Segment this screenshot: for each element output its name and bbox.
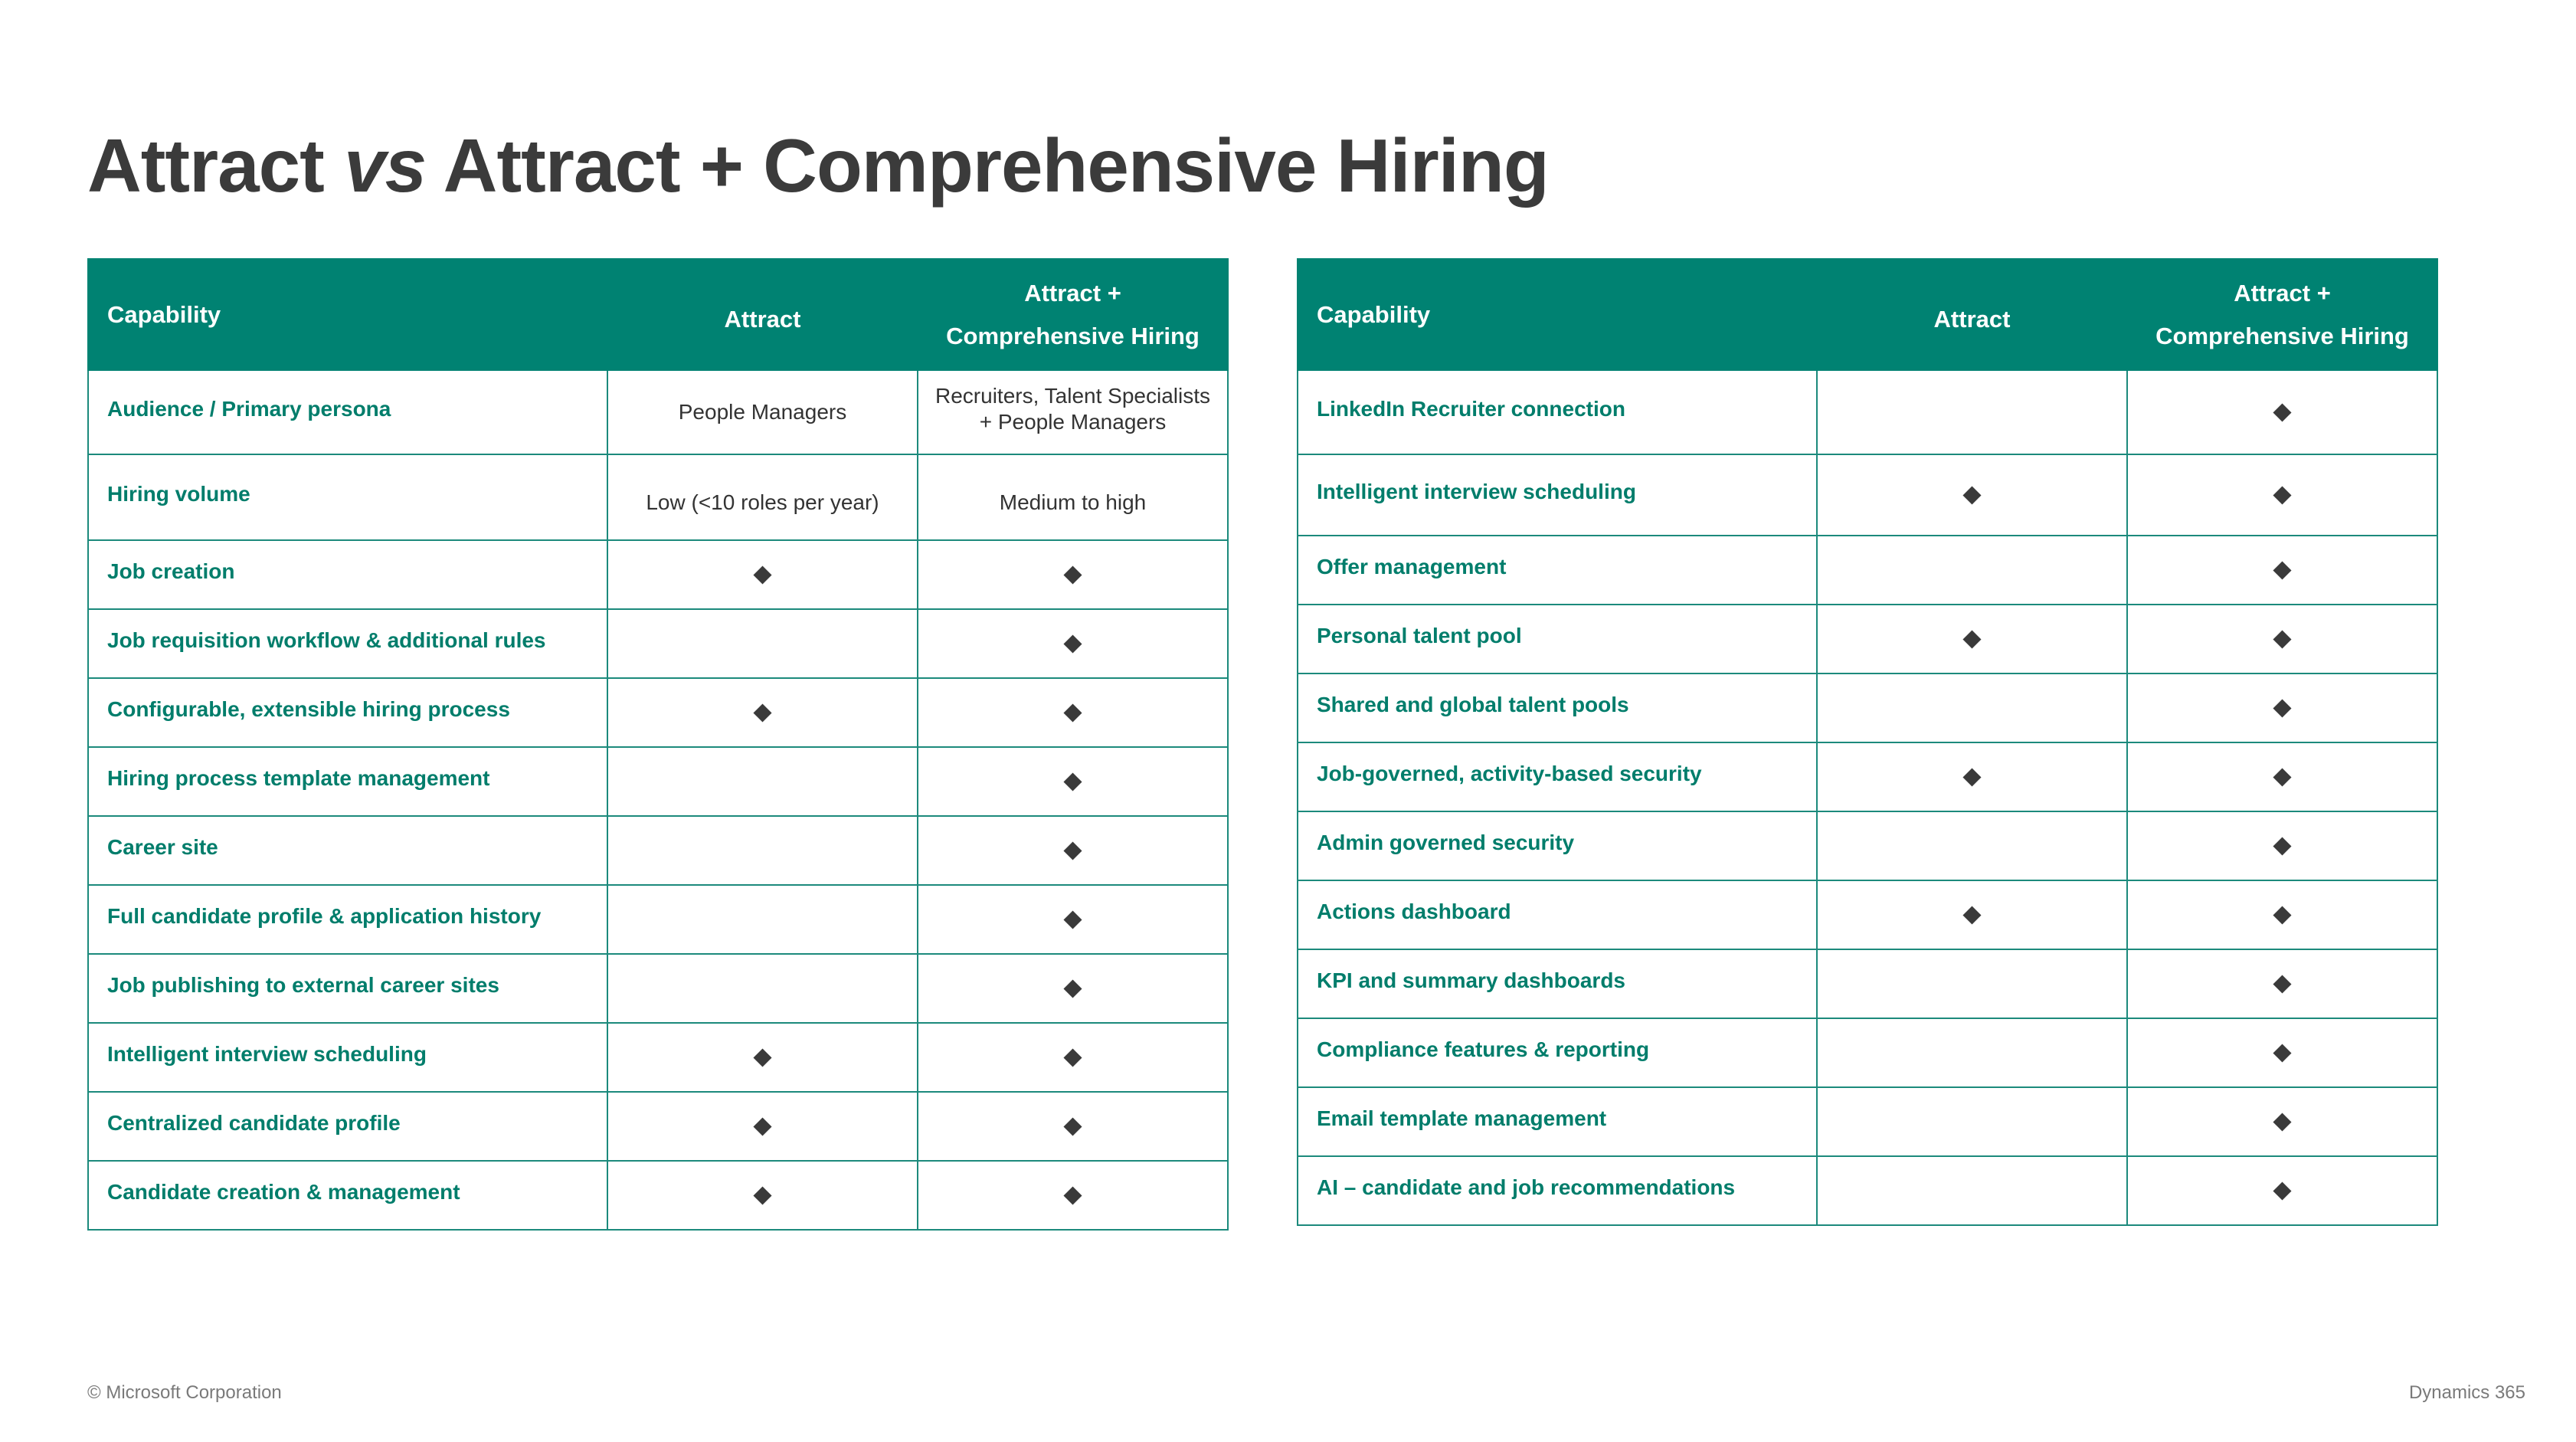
both-cell <box>918 816 1228 885</box>
attract-cell <box>1817 605 2127 673</box>
title-vs: vs <box>344 123 427 208</box>
diamond-icon <box>2273 1181 2291 1200</box>
attract-cell <box>607 1023 918 1092</box>
diamond-icon <box>1962 486 1981 504</box>
diamond-icon <box>1962 630 1981 648</box>
page-title <box>87 123 1549 209</box>
attract-value: People Managers <box>607 370 918 454</box>
table-row-candidate-creation-management <box>88 1161 1228 1230</box>
diamond-icon <box>2273 561 2291 579</box>
capability-label: Full candidate profile & application history <box>88 885 607 954</box>
capability-label: Job creation <box>88 540 607 609</box>
capability-label: Hiring volume <box>88 454 607 540</box>
capability-label: Candidate creation & management <box>88 1161 607 1230</box>
capability-label: Audience / Primary persona <box>88 370 607 454</box>
attract-value: Low (<10 roles per year) <box>607 454 918 540</box>
attract-cell <box>607 1092 918 1161</box>
diamond-icon <box>1063 634 1082 653</box>
diamond-icon <box>753 1186 771 1204</box>
diamond-icon <box>753 565 771 584</box>
diamond-icon <box>1063 703 1082 722</box>
header-both-line1: Attract + <box>2234 279 2331 306</box>
attract-cell <box>607 609 918 678</box>
capability-label: Job requisition workflow & additional rules <box>88 609 607 678</box>
table-row-shared-and-global-talent-pools <box>1298 673 2437 742</box>
header-attract: Attract <box>607 259 918 370</box>
capability-label: Actions dashboard <box>1298 880 1817 949</box>
table-row-intelligent-interview-scheduling <box>88 1023 1228 1092</box>
attract-cell <box>607 678 918 747</box>
capability-label: Configurable, extensible hiring process <box>88 678 607 747</box>
capability-label: Centralized candidate profile <box>88 1092 607 1161</box>
both-cell <box>918 1092 1228 1161</box>
both-cell <box>2127 673 2437 742</box>
attract-cell <box>607 1161 918 1230</box>
table-row-admin-governed-security <box>1298 811 2437 880</box>
both-cell <box>918 1161 1228 1230</box>
capability-label: Intelligent interview scheduling <box>1298 454 1817 536</box>
attract-cell <box>1817 454 2127 536</box>
table-row-linkedin-recruiter-connection <box>1298 370 2437 454</box>
both-cell <box>2127 454 2437 536</box>
table-row-offer-management <box>1298 536 2437 605</box>
attract-cell <box>607 816 918 885</box>
footer-copyright: © Microsoft Corporation <box>87 1382 282 1403</box>
diamond-icon <box>2273 699 2291 717</box>
diamond-icon <box>1063 910 1082 929</box>
both-cell <box>2127 1156 2437 1225</box>
title-part-1: Attract <box>87 123 345 208</box>
table-row-kpi-and-summary-dashboards <box>1298 949 2437 1018</box>
diamond-icon <box>753 1117 771 1136</box>
attract-cell <box>1817 949 2127 1018</box>
table-row-job-publishing-to-external-career-sites <box>88 954 1228 1023</box>
attract-cell <box>607 747 918 816</box>
header-attract-comprehensive <box>918 259 1228 370</box>
table-row-job-governed-activity-based-security <box>1298 742 2437 811</box>
title-part-2: Attract + Comprehensive Hiring <box>426 123 1549 208</box>
capability-label: Email template management <box>1298 1087 1817 1156</box>
attract-cell <box>1817 673 2127 742</box>
diamond-icon <box>2273 768 2291 786</box>
header-both-line2: Comprehensive Hiring <box>946 322 1200 349</box>
diamond-icon <box>2273 837 2291 855</box>
both-cell <box>2127 949 2437 1018</box>
table-row-personal-talent-pool <box>1298 605 2437 673</box>
header-capability: Capability <box>1298 259 1817 370</box>
diamond-icon <box>1063 1117 1082 1136</box>
diamond-icon <box>1962 768 1981 786</box>
left-comparison-table <box>87 258 1229 1231</box>
both-cell <box>2127 880 2437 949</box>
header-capability: Capability <box>88 259 607 370</box>
attract-cell <box>607 540 918 609</box>
header-attract: Attract <box>1817 259 2127 370</box>
table-row-configurable-extensible-hiring-process <box>88 678 1228 747</box>
capability-label: LinkedIn Recruiter connection <box>1298 370 1817 454</box>
diamond-icon <box>2273 975 2291 993</box>
capability-label: Shared and global talent pools <box>1298 673 1817 742</box>
capability-label: Job publishing to external career sites <box>88 954 607 1023</box>
both-cell <box>2127 370 2437 454</box>
table-header-row <box>1298 259 2437 370</box>
both-cell <box>2127 605 2437 673</box>
both-cell <box>918 747 1228 816</box>
capability-label: Personal talent pool <box>1298 605 1817 673</box>
attract-cell <box>1817 1018 2127 1087</box>
both-value <box>918 370 1228 454</box>
attract-cell <box>607 885 918 954</box>
diamond-icon <box>2273 906 2291 924</box>
diamond-icon <box>753 1048 771 1067</box>
attract-cell <box>1817 880 2127 949</box>
both-cell <box>918 678 1228 747</box>
diamond-icon <box>2273 403 2291 421</box>
both-cell <box>918 1023 1228 1092</box>
both-cell <box>918 954 1228 1023</box>
diamond-icon <box>1063 772 1082 791</box>
header-attract-comprehensive <box>2127 259 2437 370</box>
both-value-line1: Recruiters, Talent Specialists <box>935 384 1210 408</box>
table-row-hiring-process-template-management <box>88 747 1228 816</box>
header-both-line2: Comprehensive Hiring <box>2155 322 2409 349</box>
table-header-row <box>88 259 1228 370</box>
capability-label: Admin governed security <box>1298 811 1817 880</box>
diamond-icon <box>2273 1113 2291 1131</box>
diamond-icon <box>1063 1186 1082 1204</box>
capability-label: KPI and summary dashboards <box>1298 949 1817 1018</box>
attract-cell <box>1817 1156 2127 1225</box>
table-row-job-creation <box>88 540 1228 609</box>
table-row-intelligent-interview-scheduling <box>1298 454 2437 536</box>
table-row-career-site <box>88 816 1228 885</box>
both-value-line2: + People Managers <box>979 410 1167 434</box>
both-cell <box>2127 536 2437 605</box>
diamond-icon <box>1063 979 1082 998</box>
capability-label: Job-governed, activity-based security <box>1298 742 1817 811</box>
capability-label: Intelligent interview scheduling <box>88 1023 607 1092</box>
both-cell <box>918 609 1228 678</box>
both-value: Medium to high <box>918 454 1228 540</box>
attract-cell <box>607 954 918 1023</box>
both-cell <box>918 885 1228 954</box>
diamond-icon <box>2273 630 2291 648</box>
right-comparison-table <box>1297 258 2438 1226</box>
attract-cell <box>1817 742 2127 811</box>
table-row-compliance-features-reporting <box>1298 1018 2437 1087</box>
diamond-icon <box>1063 1048 1082 1067</box>
table-row-email-template-management <box>1298 1087 2437 1156</box>
both-cell <box>918 540 1228 609</box>
diamond-icon <box>2273 1044 2291 1062</box>
both-cell <box>2127 1087 2437 1156</box>
capability-label: Compliance features & reporting <box>1298 1018 1817 1087</box>
both-cell <box>2127 742 2437 811</box>
both-cell <box>2127 1018 2437 1087</box>
table-row-full-candidate-profile-application-history <box>88 885 1228 954</box>
diamond-icon <box>2273 486 2291 504</box>
both-cell <box>2127 811 2437 880</box>
capability-label: Hiring process template management <box>88 747 607 816</box>
attract-cell <box>1817 536 2127 605</box>
diamond-icon <box>1962 906 1981 924</box>
diamond-icon <box>753 703 771 722</box>
table-row-actions-dashboard <box>1298 880 2437 949</box>
table-row-centralized-candidate-profile <box>88 1092 1228 1161</box>
table-row-hiring-volume <box>88 454 1228 540</box>
attract-cell <box>1817 1087 2127 1156</box>
table-row-job-requisition-workflow-additional-rules <box>88 609 1228 678</box>
capability-label: AI – candidate and job recommendations <box>1298 1156 1817 1225</box>
capability-label: Career site <box>88 816 607 885</box>
table-row-audience <box>88 370 1228 454</box>
attract-cell <box>1817 811 2127 880</box>
attract-cell <box>1817 370 2127 454</box>
table-row-ai-candidate-and-job-recommendations <box>1298 1156 2437 1225</box>
diamond-icon <box>1063 841 1082 860</box>
footer-brand: Dynamics 365 <box>2408 1382 2525 1403</box>
capability-label: Offer management <box>1298 536 1817 605</box>
header-both-line1: Attract + <box>1024 279 1121 306</box>
diamond-icon <box>1063 565 1082 584</box>
